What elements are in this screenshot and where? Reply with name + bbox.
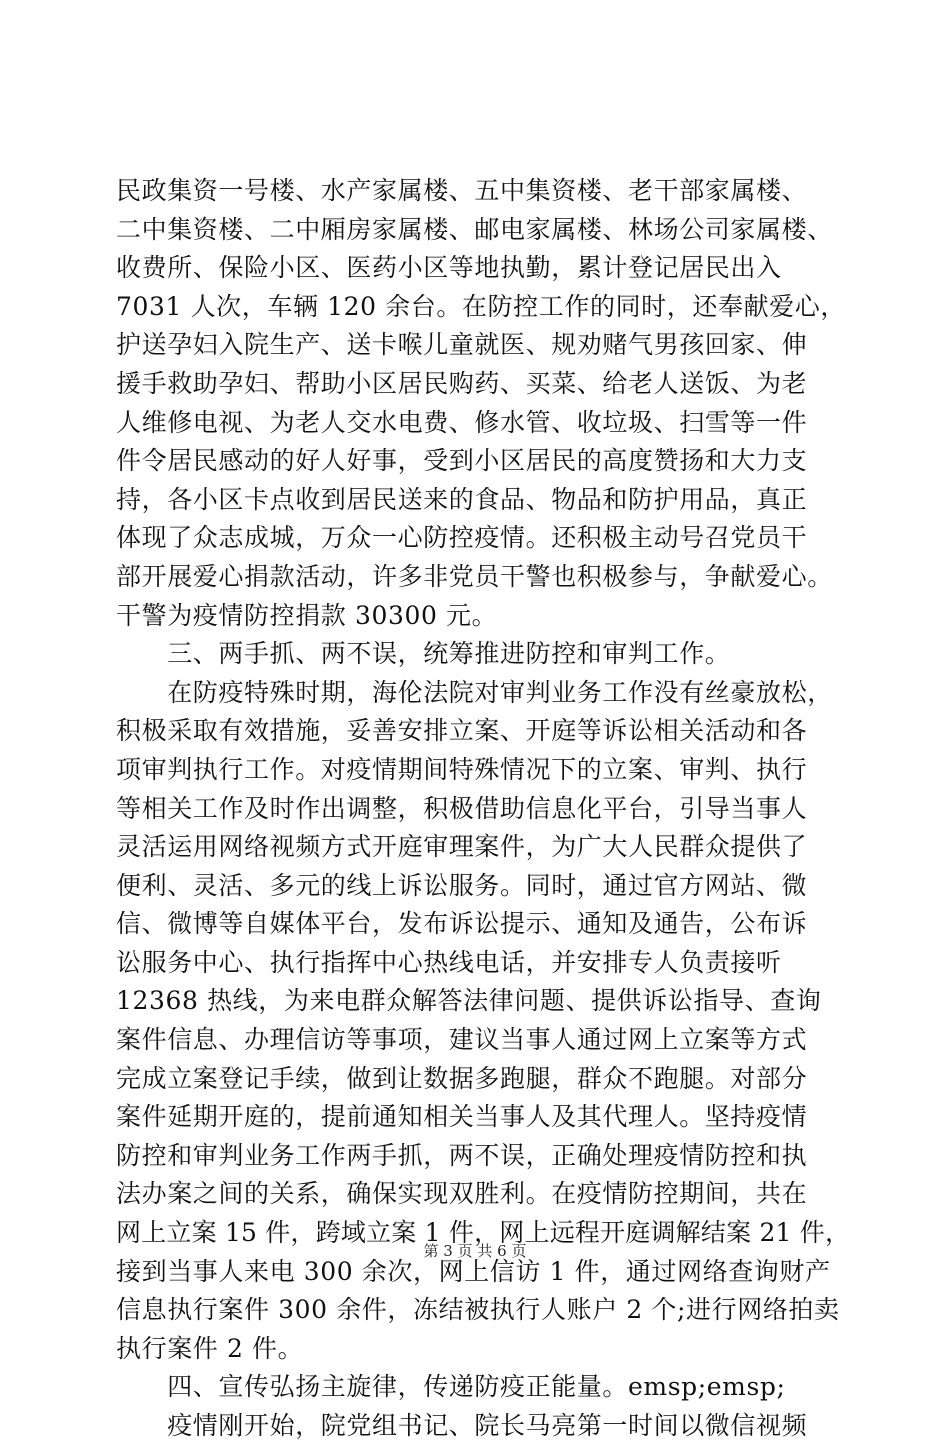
text-line: 积极采取有效措施，妥善安排立案、开庭等诉讼相关活动和各 bbox=[116, 716, 808, 746]
text-line: 干警为疫情防控捐款 30300 元。 bbox=[116, 600, 498, 630]
text-line: 护送孕妇入院生产、送卡喉儿童就医、规劝赌气男孩回家、伸 bbox=[116, 330, 808, 360]
page-number: 第 3 页 共 6 页 bbox=[423, 1242, 527, 1260]
text-line: 防控和审判业务工作两手抓，两不误，正确处理疫情防控和执 bbox=[116, 1140, 808, 1170]
text-line: 等相关工作及时作出调整，积极借助信息化平台，引导当事人 bbox=[116, 793, 808, 823]
text-line: 信、微博等自媒体平台，发布诉讼提示、通知及通告，公布诉 bbox=[116, 909, 808, 939]
text-line: 案件信息、办理信访等事项，建议当事人通过网上立案等方式 bbox=[116, 1025, 808, 1055]
text-line: 12368 热线，为来电群众解答法律问题、提供诉讼指导、查询 bbox=[116, 986, 822, 1016]
text-line: 疫情刚开始，院党组书记、院长马亮第一时间以微信视频 bbox=[116, 1411, 808, 1440]
text-line: 在防疫特殊时期，海伦法院对审判业务工作没有丝豪放松， bbox=[116, 677, 833, 707]
text-line: 援手救助孕妇、帮助小区居民购药、买菜、给老人送饭、为老 bbox=[116, 368, 808, 398]
text-line: 部开展爱心捐款活动，许多非党员干警也积极参与，争献爱心。 bbox=[116, 561, 833, 591]
text-line: 完成立案登记手续，做到让数据多跑腿，群众不跑腿。对部分 bbox=[116, 1063, 808, 1093]
text-line: 便利、灵活、多元的线上诉讼服务。同时，通过官方网站、微 bbox=[116, 870, 808, 900]
text-line: 法办案之间的关系，确保实现双胜利。在疫情防控期间，共在 bbox=[116, 1179, 808, 1209]
text-line: 二中集资楼、二中厢房家属楼、邮电家属楼、林场公司家属楼、 bbox=[116, 214, 833, 244]
text-line: 讼服务中心、执行指挥中心热线电话，并安排专人负责接听 bbox=[116, 947, 782, 977]
text-line: 信息执行案件 300 余件，冻结被执行人账户 2 个;进行网络拍卖 bbox=[116, 1295, 840, 1325]
text-line: 体现了众志成城，万众一心防控疫情。还积极主动号召党员干 bbox=[116, 523, 808, 553]
page-footer bbox=[0, 1241, 950, 1261]
text-line: 7031 人次，车辆 120 余台。在防控工作的同时，还奉献爱心， bbox=[116, 291, 846, 321]
text-line: 网上立案 15 件，跨域立案 1 件，网上远程开庭调解结案 21 件， bbox=[116, 1218, 851, 1248]
section-heading: 三、两手抓、两不误，统筹推进防控和审判工作。 bbox=[116, 639, 731, 669]
section-heading: 四、宣传弘扬主旋律，传递防疫正能量。emsp;emsp; bbox=[116, 1372, 786, 1402]
text-line: 收费所、保险小区、医药小区等地执勤，累计登记居民出入 bbox=[116, 253, 782, 283]
text-line: 案件延期开庭的，提前通知相关当事人及其代理人。坚持疫情 bbox=[116, 1102, 808, 1132]
text-line: 项审判执行工作。对疫情期间特殊情况下的立案、审判、执行 bbox=[116, 754, 808, 784]
text-line: 灵活运用网络视频方式开庭审理案件，为广大人民群众提供了 bbox=[116, 832, 808, 862]
text-line: 人维修电视、为老人交水电费、修水管、收垃圾、扫雪等一件 bbox=[116, 407, 808, 437]
text-line: 件令居民感动的好人好事，受到小区居民的高度赞扬和大力支 bbox=[116, 446, 808, 476]
text-line: 接到当事人来电 300 余次，网上信访 1 件，通过网络查询财产 bbox=[116, 1256, 831, 1286]
text-line: 民政集资一号楼、水产家属楼、五中集资楼、老干部家属楼、 bbox=[116, 176, 808, 205]
text-line: 持，各小区卡点收到居民送来的食品、物品和防护用品，真正 bbox=[116, 484, 808, 514]
text-line: 执行案件 2 件。 bbox=[116, 1333, 304, 1363]
